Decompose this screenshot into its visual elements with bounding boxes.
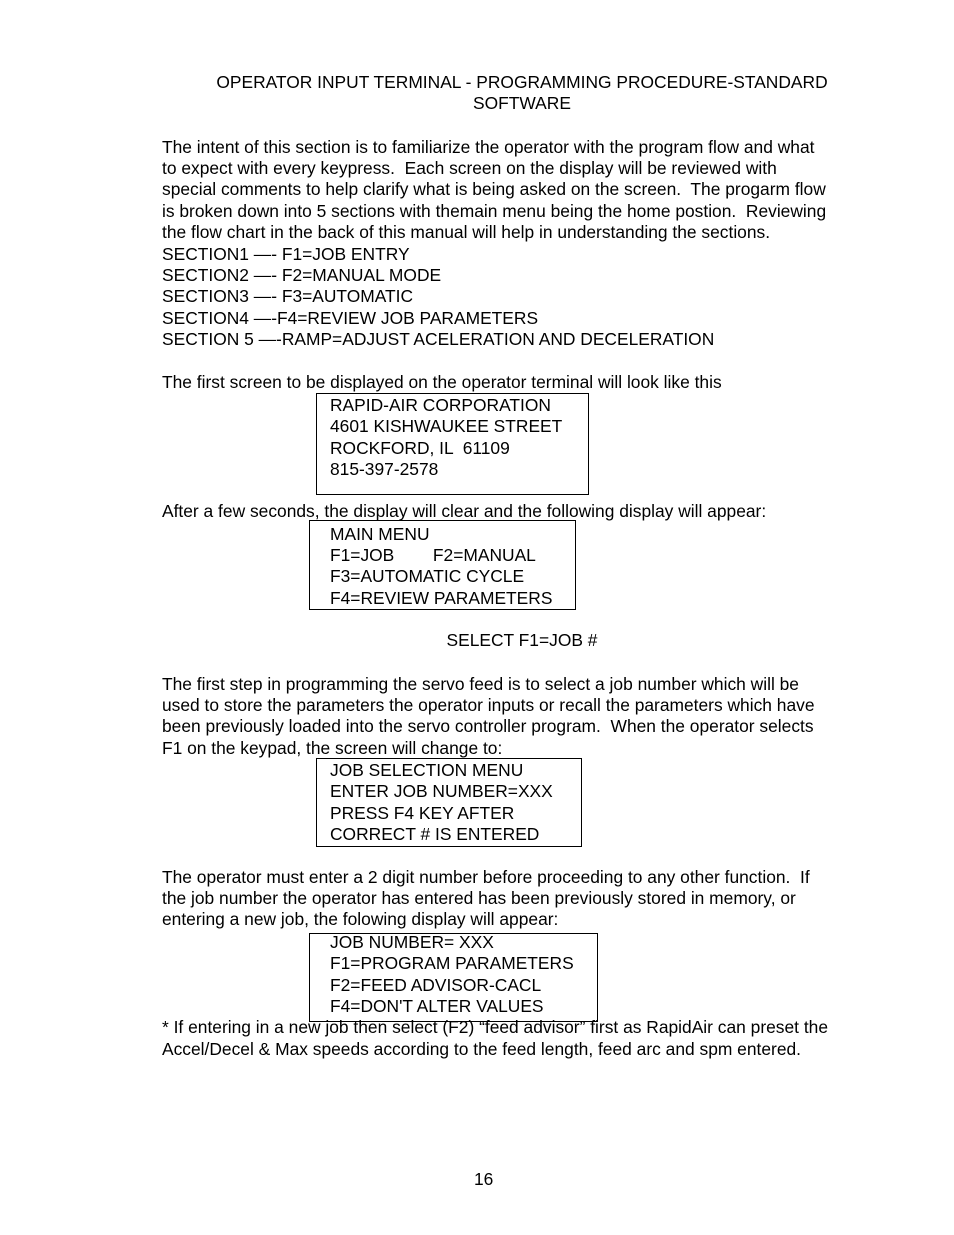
display-box-startup xyxy=(316,393,589,495)
text-line: entering a new job, the folowing display will appear: xyxy=(162,909,559,929)
display-line: F4=DON'T ALTER VALUES xyxy=(330,996,544,1016)
section-item: SECTION 5 —-RAMP=ADJUST ACELERATION AND DECELERATION xyxy=(162,329,715,349)
display-line: F1=JOB F2=MANUAL xyxy=(330,545,536,565)
display-line: RAPID-AIR CORPORATION xyxy=(330,395,551,415)
display-line: CORRECT # IS ENTERED xyxy=(330,824,540,844)
display-line: ROCKFORD, IL 61109 xyxy=(330,438,510,458)
page-title-continuation: SOFTWARE xyxy=(473,93,571,113)
section-item: SECTION4 —-F4=REVIEW JOB PARAMETERS xyxy=(162,308,539,328)
section-heading: SELECT F1=JOB # xyxy=(446,630,598,650)
text-line: been previously loaded into the servo controller program. When the operator selects xyxy=(162,716,814,736)
section-item: SECTION2 —- F2=MANUAL MODE xyxy=(162,265,442,285)
text-line: is broken down into 5 sections with themain menu being the home postion. Reviewing xyxy=(162,201,827,221)
display-line: JOB SELECTION MENU xyxy=(330,760,524,780)
display-line: F1=PROGRAM PARAMETERS xyxy=(330,953,574,973)
text-line: the job number the operator has entered has been previously stored in memory, or xyxy=(162,888,796,908)
section-item: SECTION1 —- F1=JOB ENTRY xyxy=(162,244,410,264)
display-line: F3=AUTOMATIC CYCLE xyxy=(330,566,525,586)
section-item: SECTION3 —- F3=AUTOMATIC xyxy=(162,286,414,306)
display-line: PRESS F4 KEY AFTER xyxy=(330,803,515,823)
text-line: The intent of this section is to familiarize the operator with the program flow and what xyxy=(162,137,815,157)
text-line: Accel/Decel & Max speeds according to the feed length, feed arc and spm entered. xyxy=(162,1039,801,1059)
display-line: MAIN MENU xyxy=(330,524,430,544)
display-line: ENTER JOB NUMBER=XXX xyxy=(330,781,553,801)
display-box-main-menu xyxy=(309,520,576,610)
page-number: 16 xyxy=(474,1169,494,1189)
text-line: to expect with every keypress. Each screen on the display will be reviewed with xyxy=(162,158,777,178)
page-title: OPERATOR INPUT TERMINAL - PROGRAMMING PROCEDURE-STANDARD xyxy=(216,72,828,92)
main-menu-intro: After a few seconds, the display will clear and the following display will appear: xyxy=(162,501,767,521)
display-line: 4601 KISHWAUKEE STREET xyxy=(330,416,563,436)
text-line: the flow chart in the back of this manual will help in understanding the sections. xyxy=(162,222,771,242)
first-screen-intro: The first screen to be displayed on the operator terminal will look like this xyxy=(162,372,722,392)
text-line: The operator must enter a 2 digit number before proceeding to any other function. If xyxy=(162,867,810,887)
text-line: F1 on the keypad, the screen will change to: xyxy=(162,738,503,758)
text-line: special comments to help clarify what is being asked on the screen. The progarm flow xyxy=(162,179,826,199)
display-box-job-number xyxy=(309,933,598,1022)
display-line: F4=REVIEW PARAMETERS xyxy=(330,588,553,608)
text-line: The first step in programming the servo feed is to select a job number which will be xyxy=(162,674,799,694)
text-line: used to store the parameters the operator inputs or recall the parameters which have xyxy=(162,695,815,715)
text-line: * If entering in a new job then select (F2) “feed advisor” first as RapidAir can preset the xyxy=(162,1017,828,1037)
display-line: 815-397-2578 xyxy=(330,459,439,479)
display-line: JOB NUMBER= XXX xyxy=(330,932,494,952)
display-line: F2=FEED ADVISOR-CACL xyxy=(330,975,542,995)
display-box-job-selection xyxy=(316,758,582,847)
